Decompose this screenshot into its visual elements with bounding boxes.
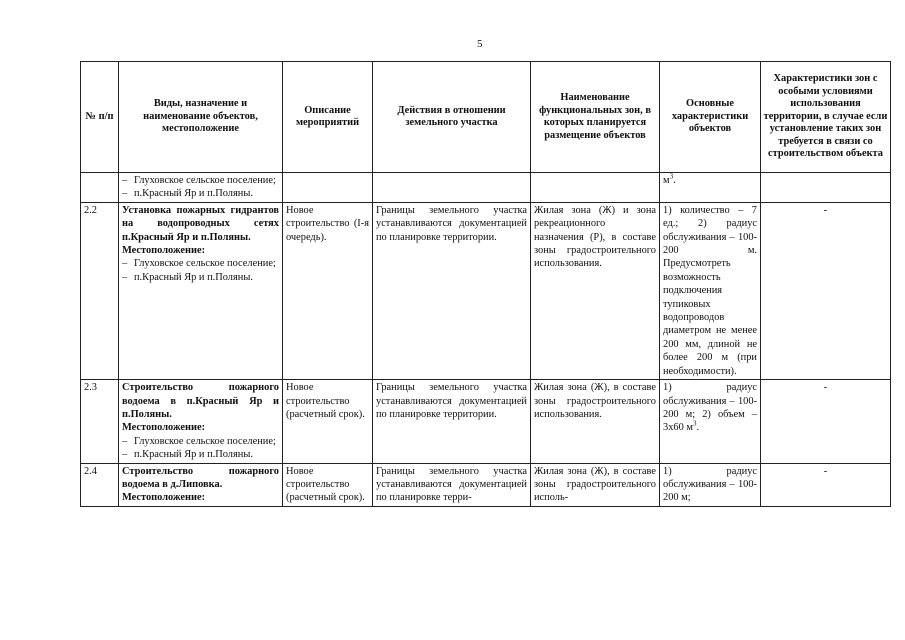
characteristics-text: 1) радиус обслуживания – 100-200 м; 2) объем – 3х60 м <box>663 382 757 434</box>
cell-actions: Границы земельного участка устанавливаются документацией по планировке терри- <box>373 463 531 506</box>
location-label: Местоположение: <box>122 422 206 434</box>
cell-object <box>119 202 283 379</box>
location-item: – п.Красный Яр и п.Поляны. <box>122 448 279 461</box>
cell-actions: Границы земельного участка устанавливаются документацией по планировке территории. <box>373 202 531 379</box>
location-label: Местоположение: <box>122 245 206 257</box>
table-row <box>81 463 891 506</box>
table-row <box>81 202 891 379</box>
table-header-row <box>81 62 891 173</box>
table-row <box>81 380 891 463</box>
location-item: – п.Красный Яр и п.Поляны. <box>122 187 279 200</box>
cell-object <box>119 463 283 506</box>
object-title: Установка пожарных гидрантов на водопроводных сетях п.Красный Яр и п.Поляны. <box>122 204 279 243</box>
cell-characteristics: 1) радиус обслуживания – 100-200 м; <box>660 463 761 506</box>
cell-characteristics <box>660 380 761 463</box>
cell-description: Новое строительство (I-я очередь). <box>283 202 373 379</box>
location-list <box>122 257 279 284</box>
table-row-continuation <box>81 173 891 203</box>
cell-zones <box>531 173 660 203</box>
cell-characteristics: 1) количество – 7 ед.; 2) радиус обслуживания – 100-200 м. Предусмотреть возможность подключения тупиковых водопроводов диаметром не менее 200 мм, длиной не более 200 м (при необходимости). <box>660 202 761 379</box>
cell-actions <box>373 173 531 203</box>
location-item: – Глуховское сельское поселение; <box>122 435 279 448</box>
cell-description <box>283 173 373 203</box>
cell-number: 2.3 <box>81 380 119 463</box>
cell-special-zones: - <box>761 202 891 379</box>
characteristics-tail: . <box>673 175 676 186</box>
header-object-types: Виды, назначение и наименование объектов, местоположение <box>119 62 283 173</box>
cell-zones: Жилая зона (Ж), в составе зоны градостроительного использования. <box>531 380 660 463</box>
location-item: – Глуховское сельское поселение; <box>122 174 279 187</box>
cell-zones: Жилая зона (Ж) и зона рекреационного назначения (Р), в составе зоны градостроительного использования. <box>531 202 660 379</box>
header-description: Описание мероприятий <box>283 62 373 173</box>
object-title: Строительство пожарного водоема в п.Красный Яр и п.Поляны. <box>122 382 279 420</box>
cell-description: Новое строительство (расчетный срок). <box>283 380 373 463</box>
cell-number <box>81 173 119 203</box>
object-title: Строительство пожарного водоема в д.Липовка. <box>122 465 279 490</box>
unit-superscript: 3 <box>669 172 674 181</box>
characteristics-text: м <box>663 175 670 186</box>
cell-number: 2.2 <box>81 202 119 379</box>
unit-superscript: 3 <box>692 419 697 428</box>
characteristics-tail: . <box>696 422 700 434</box>
header-special-zones: Характеристики зон с особыми условиями использования территории, в случае если установление таких зон требуется в связи со строительством объекта <box>761 62 891 173</box>
location-item: – п.Красный Яр и п.Поляны. <box>122 271 279 284</box>
header-land-actions: Действия в отношении земельного участка <box>373 62 531 173</box>
cell-number: 2.4 <box>81 463 119 506</box>
location-list <box>122 435 279 462</box>
cell-object <box>119 173 283 203</box>
cell-zones: Жилая зона (Ж), в составе зоны градостроительного исполь- <box>531 463 660 506</box>
cell-object <box>119 380 283 463</box>
objects-table <box>80 61 891 507</box>
cell-special-zones: - <box>761 380 891 463</box>
cell-characteristics <box>660 173 761 203</box>
cell-actions: Границы земельного участка устанавливаются документацией по планировке территории. <box>373 380 531 463</box>
cell-description: Новое строительство (расчетный срок). <box>283 463 373 506</box>
cell-special-zones <box>761 173 891 203</box>
page-number: 5 <box>477 38 483 50</box>
location-label: Местоположение: <box>122 492 206 504</box>
location-item: – Глуховское сельское поселение; <box>122 257 279 270</box>
header-functional-zones: Наименование функциональных зон, в которых планируется размещение объектов <box>531 62 660 173</box>
cell-special-zones: - <box>761 463 891 506</box>
location-list <box>122 174 279 201</box>
header-number: № п/п <box>81 62 119 173</box>
header-characteristics: Основные характеристики объектов <box>660 62 761 173</box>
